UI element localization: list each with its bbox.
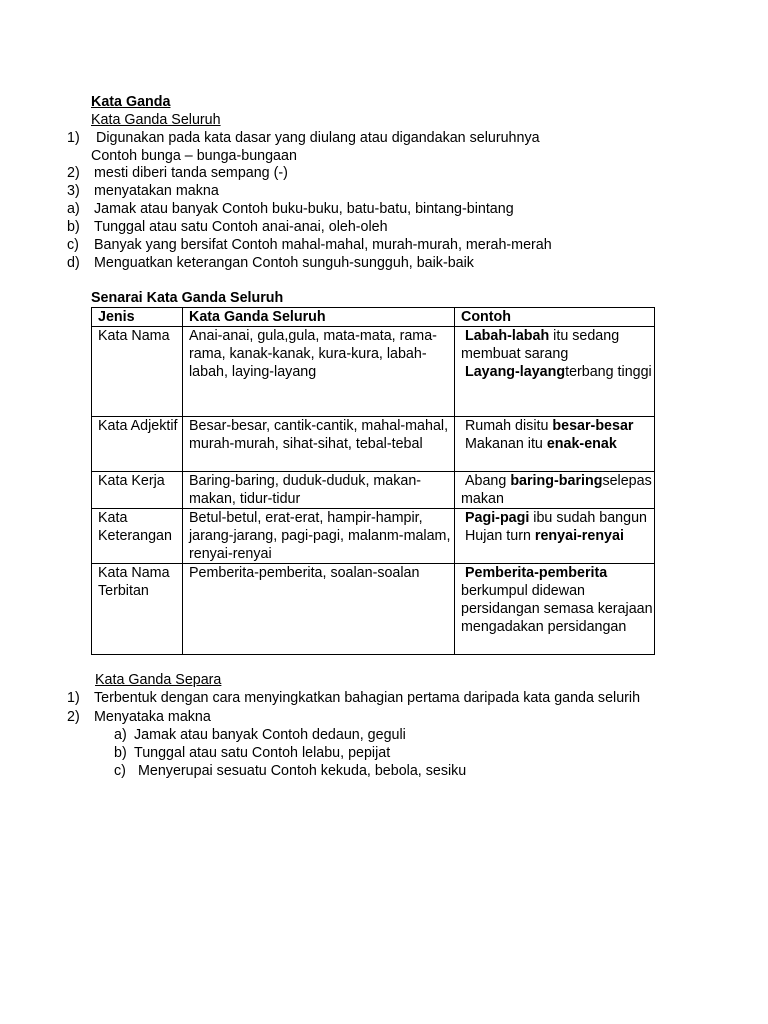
list-marker: b) [114, 745, 127, 761]
contoh-bold: baring-baring [510, 473, 603, 489]
list-marker: c) [67, 237, 79, 253]
cell-contoh [455, 564, 655, 655]
contoh-pre: Abang [464, 473, 511, 489]
contoh-sentence [461, 417, 654, 435]
contoh-sentence [461, 564, 654, 636]
cell-kata: Anai-anai, gula,gula, mata-mata, rama-rama, kanak-kanak, kura-kura, labah-labah, laying-layang [183, 327, 455, 417]
contoh-sentence [461, 527, 654, 545]
contoh-sentence [461, 363, 654, 381]
cell-jenis: Kata Nama Terbitan [92, 564, 183, 655]
cell-contoh [455, 417, 655, 472]
contoh-sentence [461, 472, 654, 508]
table-row [92, 509, 655, 564]
list-text: Tunggal atau satu Contoh lelabu, pepijat [134, 745, 391, 761]
table-row [92, 472, 655, 509]
contoh-bold: renyai-renyai [534, 528, 624, 544]
list-marker: a) [114, 727, 127, 743]
list-marker: d) [67, 255, 80, 271]
list-text: Menyataka makna [94, 709, 211, 725]
contoh-bold: Layang-layang [464, 364, 566, 380]
contoh-rest: ibu sudah bangun [529, 510, 647, 526]
contoh-sentence [461, 435, 654, 453]
cell-contoh [455, 327, 655, 417]
contoh-bold: Labah-labah [464, 328, 550, 344]
list-marker: 2) [67, 165, 80, 181]
contoh-pre: Rumah disitu [464, 418, 553, 434]
cell-jenis: Kata Adjektif [92, 417, 183, 472]
list-marker: c) [114, 763, 126, 779]
list-text: Tunggal atau satu Contoh anai-anai, oleh-oleh [94, 219, 388, 235]
section2-heading: Kata Ganda Separa [95, 672, 222, 688]
contoh-bold: Pemberita-pemberita [464, 565, 608, 581]
list-marker: b) [67, 219, 80, 235]
table-row [92, 327, 655, 417]
list-text: Banyak yang bersifat Contoh mahal-mahal, murah-murah, merah-merah [94, 237, 552, 253]
list-text: Menguatkan keterangan Contoh sunguh-sungguh, baik-baik [94, 255, 474, 271]
kata-ganda-table [91, 307, 655, 655]
list-text: Digunakan pada kata dasar yang diulang atau digandakan seluruhnya [96, 130, 540, 146]
list-marker: 1) [67, 690, 80, 706]
contoh-bold: enak-enak [546, 436, 617, 452]
cell-jenis: Kata Kerja [92, 472, 183, 509]
table-row [92, 564, 655, 655]
contoh-rest: berkumpul didewan persidangan semasa kerajaan mengadakan persidangan [461, 583, 653, 635]
list-marker: 1) [67, 130, 80, 146]
cell-jenis: Kata Keterangan [92, 509, 183, 564]
contoh-sentence [461, 509, 654, 527]
cell-kata: Besar-besar, cantik-cantik, mahal-mahal, murah-murah, sihat-sihat, tebal-tebal [183, 417, 455, 472]
header-contoh: Contoh [455, 308, 655, 327]
list-text: Jamak atau banyak Contoh dedaun, geguli [134, 727, 406, 743]
contoh-rest: selepas makan [461, 473, 652, 507]
cell-contoh [455, 472, 655, 509]
document-title: Kata Ganda [91, 94, 171, 110]
table-row [92, 417, 655, 472]
contoh-sentence [461, 327, 654, 363]
list-marker: a) [67, 201, 80, 217]
contoh-rest: terbang tinggi [565, 364, 652, 380]
cell-kata: Betul-betul, erat-erat, hampir-hampir, jarang-jarang, pagi-pagi, malanm-malam, renyai-renyai [183, 509, 455, 564]
list-text: Terbentuk dengan cara menyingkatkan bahagian pertama daripada kata ganda selurih [94, 690, 641, 706]
list-text: menyatakan makna [94, 183, 219, 199]
contoh-pre: Makanan itu [464, 436, 547, 452]
header-jenis: Jenis [92, 308, 183, 327]
contoh-bold: Pagi-pagi [464, 510, 530, 526]
list-text: Jamak atau banyak Contoh buku-buku, batu-batu, bintang-bintang [94, 201, 514, 217]
contoh-bold: besar-besar [552, 418, 634, 434]
list-text: mesti diberi tanda sempang (-) [94, 165, 288, 181]
header-kata-ganda-seluruh: Kata Ganda Seluruh [183, 308, 455, 327]
contoh-rest: itu sedang membuat sarang [461, 328, 620, 362]
list-marker: 2) [67, 709, 80, 725]
section1-heading: Kata Ganda Seluruh [91, 112, 221, 128]
cell-kata: Baring-baring, duduk-duduk, makan-makan, tidur-tidur [183, 472, 455, 509]
table-header-row [92, 308, 655, 327]
list-text: Menyerupai sesuatu Contoh kekuda, bebola, sesiku [138, 763, 467, 779]
cell-contoh [455, 509, 655, 564]
list-text: Contoh bunga – bunga-bungaan [91, 148, 297, 164]
list-marker: 3) [67, 183, 80, 199]
table-caption: Senarai Kata Ganda Seluruh [91, 290, 284, 306]
cell-jenis: Kata Nama [92, 327, 183, 417]
cell-kata: Pemberita-pemberita, soalan-soalan [183, 564, 455, 655]
contoh-pre: Hujan turn [464, 528, 535, 544]
